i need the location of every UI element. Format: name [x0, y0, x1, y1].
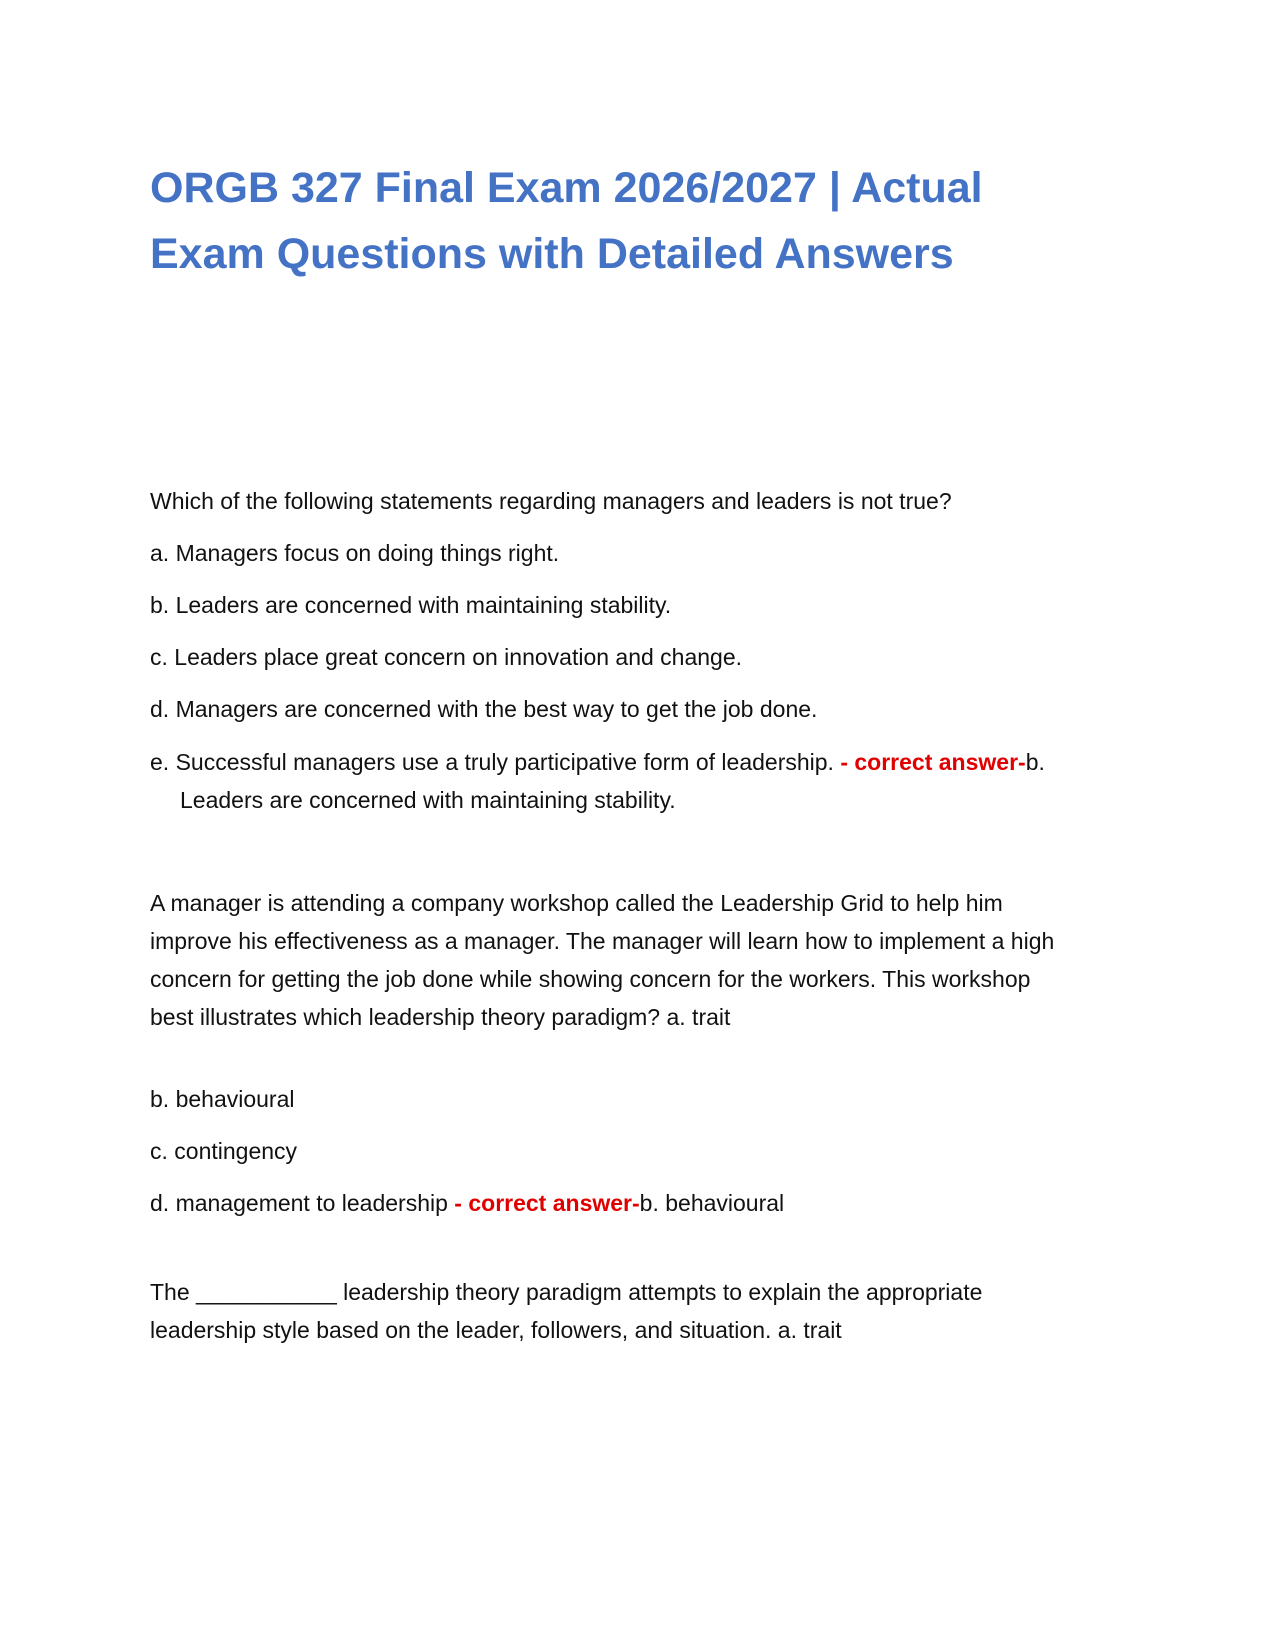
q1-option-b: b. Leaders are concerned with maintaining stability. [150, 592, 672, 618]
q1-option-e-text: e. Successful managers use a truly participative form of leadership. [150, 749, 834, 775]
q2-option-c: c. contingency [150, 1138, 298, 1164]
question-2-stem: A manager is attending a company workshop called the Leadership Grid to help him improve his effectiveness as a manager. The manager will learn how to implement a high concern for getting the job done while showing concern for the workers. This workshop best illustrates which leadership theory paradigm? a. trait [150, 890, 1055, 1030]
q1-option-a: a. Managers focus on doing things right. [150, 540, 560, 566]
q2-answer: b. behavioural [639, 1190, 785, 1216]
question-1-stem: Which of the following statements regarding managers and leaders is not true? [150, 488, 952, 514]
correct-answer-marker: - correct answer- [833, 749, 1026, 775]
q1-option-d: d. Managers are concerned with the best way to get the job done. [150, 696, 818, 722]
q1-option-c: c. Leaders place great concern on innovation and change. [150, 644, 743, 670]
question-3-stem: The ___________ leadership theory paradigm attempts to explain the appropriate leadership style based on the leader, followers, and situation. a. trait [150, 1279, 983, 1343]
q1-option-e [150, 743, 1080, 819]
q2-option-b: b. behavioural [150, 1086, 295, 1112]
correct-answer-marker: - correct answer- [447, 1190, 640, 1216]
q2-option-d [150, 1184, 1120, 1222]
document-title: ORGB 327 Final Exam 2026/2027 | Actual Exam Questions with Detailed Answers [150, 164, 983, 278]
q2-option-d-text: d. management to leadership [150, 1190, 448, 1216]
q1-answer: b. Leaders are concerned with maintaining stability. [180, 749, 1045, 813]
